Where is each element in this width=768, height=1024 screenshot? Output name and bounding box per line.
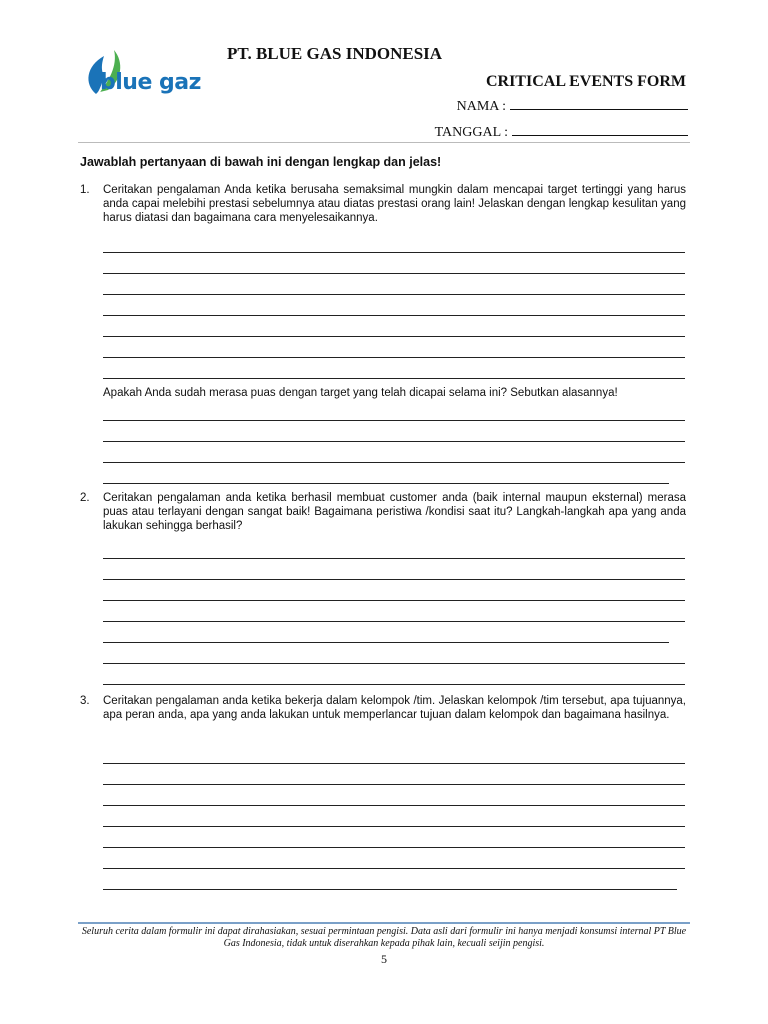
- tanggal-label: TANGGAL :: [434, 125, 508, 140]
- answer-line[interactable]: [103, 357, 685, 358]
- page-number: 5: [381, 952, 387, 966]
- answer-line[interactable]: [103, 252, 685, 253]
- answer-line[interactable]: [103, 642, 669, 643]
- logo-wordmark: blue gaz: [100, 70, 201, 95]
- footer-note: Seluruh cerita dalam formulir ini dapat dirahasiakan, sesuai permintaan pengisi. Data asli dari formulir ini hanya menjadi konsumsi internal PT Blue Gas Indonesia, tidak untuk diserahkan kepada pihak lain, kecuali seijin pengisi.: [81, 926, 687, 949]
- nama-label: NAMA :: [456, 99, 506, 114]
- question-3: [80, 694, 686, 722]
- nama-blank[interactable]: [510, 96, 688, 110]
- question-number: 2.: [80, 492, 90, 504]
- question-1: [80, 183, 686, 225]
- answer-line[interactable]: [103, 684, 685, 685]
- answer-line[interactable]: [103, 420, 685, 421]
- answer-line[interactable]: [103, 336, 685, 337]
- answer-line[interactable]: [103, 826, 685, 827]
- answer-line[interactable]: [103, 805, 685, 806]
- answer-line[interactable]: [103, 483, 669, 484]
- answer-line[interactable]: [103, 294, 685, 295]
- answer-line[interactable]: [103, 763, 685, 764]
- answer-line[interactable]: [103, 273, 685, 274]
- company-name: PT. BLUE GAS INDONESIA: [227, 44, 443, 63]
- question-text: Ceritakan pengalaman anda ketika bekerja dalam kelompok /tim. Jelaskan kelompok /tim tersebut, apa tujuannya, apa peran anda, apa yang anda lakukan untuk memperlancar tujuan dalam kelompok dan bagaimana hasilnya.: [103, 695, 686, 721]
- form-title: CRITICAL EVENTS FORM: [485, 73, 686, 90]
- instruction-text: Jawablah pertanyaan di bawah ini dengan lengkap dan jelas!: [80, 155, 442, 169]
- question-number: 1.: [80, 184, 90, 196]
- footer-divider: [78, 922, 690, 924]
- answer-line[interactable]: [103, 558, 685, 559]
- question-text: Ceritakan pengalaman Anda ketika berusaha semaksimal mungkin dalam mencapai target tertinggi yang harus anda capai melebihi prestasi sebelumnya atau diatas prestasi orang lain! Jelaskan dengan lengkap kesulitan yang harus diatasi dan bagaimana cara menyelesaikannya.: [103, 184, 686, 224]
- answer-line[interactable]: [103, 579, 685, 580]
- header-divider: [78, 142, 690, 143]
- answer-line[interactable]: [103, 868, 685, 869]
- answer-line[interactable]: [103, 663, 685, 664]
- answer-line[interactable]: [103, 315, 685, 316]
- answer-line[interactable]: [103, 889, 677, 890]
- answer-line[interactable]: [103, 784, 685, 785]
- nama-field[interactable]: [457, 96, 688, 115]
- answer-line[interactable]: [103, 462, 685, 463]
- question-number: 3.: [80, 695, 90, 707]
- question-followup: Apakah Anda sudah merasa puas dengan target yang telah dicapai selama ini? Sebutkan alasannya!: [103, 387, 618, 399]
- tanggal-blank[interactable]: [512, 122, 688, 136]
- answer-line[interactable]: [103, 847, 685, 848]
- answer-line[interactable]: [103, 621, 685, 622]
- question-text: Ceritakan pengalaman anda ketika berhasil membuat customer anda (baik internal maupun eksternal) merasa puas atau terlayani dengan sangat baik! Bagaimana peristiwa /kondisi saat itu? Langkah-langkah apa yang anda lakukan sehingga berhasil?: [103, 492, 686, 532]
- answer-line[interactable]: [103, 441, 685, 442]
- question-2: [80, 491, 686, 533]
- answer-line[interactable]: [103, 378, 685, 379]
- tanggal-field[interactable]: [435, 122, 688, 141]
- answer-line[interactable]: [103, 600, 685, 601]
